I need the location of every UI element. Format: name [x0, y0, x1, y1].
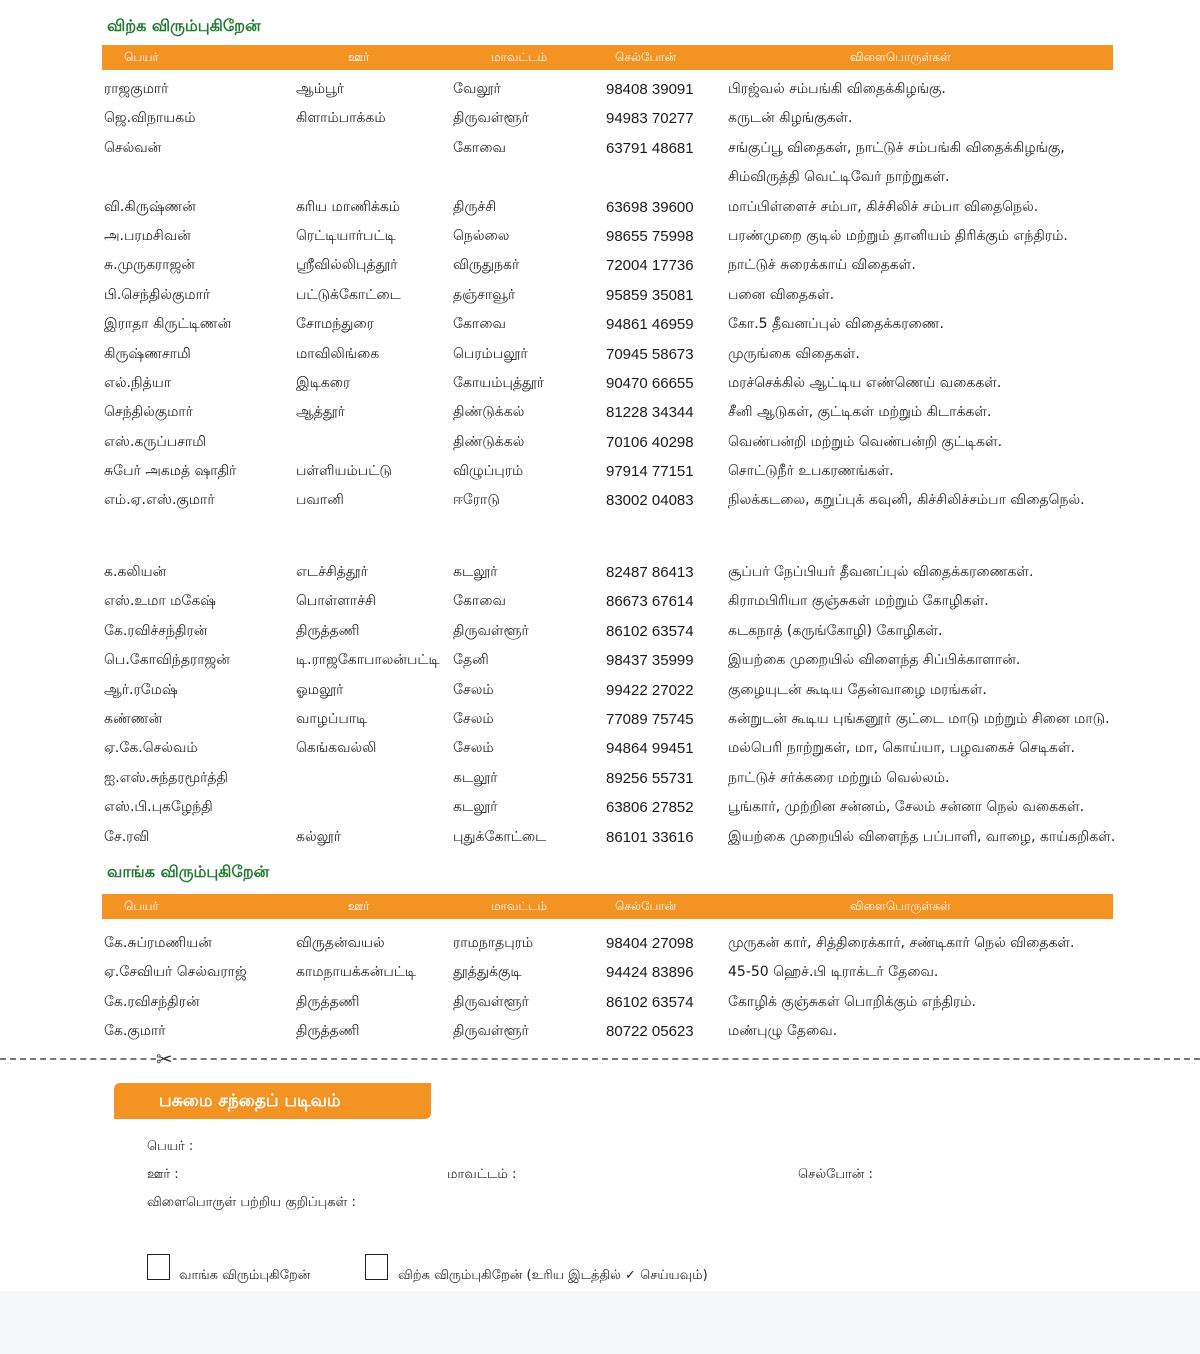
cell-town: பட்டுக்கோட்டை — [296, 286, 401, 303]
cell-phone: 94983 70277 — [606, 110, 694, 128]
table-row — [0, 134, 1200, 163]
cell-name: கே.ரவிச்சந்திரன் — [104, 622, 208, 639]
cell-products: இயற்கை முறையில் விளைந்த பப்பாளி, வாழை, காய்கறிகள். — [728, 828, 1116, 845]
cell-products: முருங்கை விதைகள். — [728, 345, 860, 362]
cell-name: ஆர்.ரமேஷ் — [104, 681, 178, 698]
sell-option-label: விற்க விரும்புகிறேன் (உரிய இடத்தில் ✓ செய்யவும்) — [398, 1268, 708, 1283]
cell-products: முருகன் கார், சித்திரைக்கார், சண்டிகார் நெல் விதைகள். — [728, 935, 1075, 951]
cell-name: ஜெ.விநாயகம் — [104, 110, 196, 127]
cell-name: கே.குமார் — [104, 1023, 166, 1040]
cell-district: திருவள்ளூர் — [453, 1023, 529, 1040]
buy-table-body — [0, 929, 1200, 1047]
cell-name: கண்ணன் — [104, 710, 163, 727]
cell-name: கிருஷ்ணசாமி — [104, 345, 191, 362]
table-row — [0, 617, 1200, 646]
cell-district: நெல்லை — [453, 227, 510, 244]
cell-products: கிராமபிரியா குஞ்சுகள் மற்றும் கோழிகள். — [728, 593, 989, 610]
cell-town: ரெட்டியார்பட்டி — [296, 227, 396, 244]
cell-products: மாப்பிள்ளைச் சம்பா, கிச்சிலிச் சம்பா விதைநெல். — [728, 198, 1039, 215]
cell-district: வேலூர் — [453, 81, 501, 97]
cell-town: கரிய மாணிக்கம் — [296, 198, 401, 215]
cell-name: எஸ்.கருப்பசாமி — [104, 433, 207, 450]
cell-products: 45-50 ஹெச்.பி டிராக்டர் தேவை. — [728, 964, 939, 981]
cell-phone: 94861 46959 — [606, 316, 694, 334]
header-district: மாவட்டம் — [491, 50, 548, 64]
cell-products: மல்பெரி நாற்றுகள், மா, கொய்யா, பழவகைச் செடிகள். — [728, 740, 1075, 757]
cell-products: சீனி ஆடுகள், குட்டிகள் மற்றும் கிடாக்கள். — [728, 404, 992, 421]
table-row — [0, 764, 1200, 793]
cell-district: புதுக்கோட்டை — [453, 828, 547, 845]
table-row — [0, 558, 1200, 587]
buy-table-header — [102, 894, 1113, 919]
cell-phone: 70945 58673 — [606, 345, 694, 363]
cell-products: பரண்முறை குடில் மற்றும் தானியம் திரிக்கும் எந்திரம். — [728, 227, 1068, 244]
table-row — [0, 163, 1200, 192]
table-row — [0, 587, 1200, 616]
cell-name: ராஜகுமார் — [104, 81, 169, 97]
table-row — [0, 823, 1200, 852]
cell-district: விழுப்புரம் — [453, 463, 524, 480]
cell-products: பனை விதைகள். — [728, 286, 835, 303]
table-row — [0, 340, 1200, 369]
cell-district: திருச்சி — [453, 198, 497, 215]
cell-town: திருத்தணி — [296, 1023, 360, 1040]
cell-phone: 63806 27852 — [606, 799, 694, 817]
form-district-label[interactable]: மாவட்டம் : — [447, 1167, 517, 1182]
cell-district: தேனி — [453, 652, 489, 669]
cell-name: பி.செந்தில்குமார் — [104, 286, 211, 303]
cell-district: திண்டுக்கல் — [453, 433, 525, 450]
cell-name: சே.ரவி — [104, 828, 150, 845]
cell-phone: 94864 99451 — [606, 740, 694, 758]
cell-name: செந்தில்குமார் — [104, 404, 193, 421]
cell-town: காமநாயக்கன்பட்டி — [296, 964, 417, 981]
cell-products: சங்குப்பூ விதைகள், நாட்டுச் சம்பங்கி விதைக்கிழங்கு, — [728, 139, 1065, 156]
header-town: ஊர் — [348, 50, 370, 64]
cell-town: சோமந்துரை — [296, 316, 374, 333]
cell-name: அ.பரமசிவன் — [104, 227, 191, 244]
cell-products: நிலக்கடலை, கறுப்புக் கவுனி, கிச்சிலிச்சம்பா விதைநெல். — [728, 492, 1085, 509]
cell-name: எஸ்.பி.புகழேந்தி — [104, 799, 213, 816]
cell-town: பவானி — [296, 492, 344, 509]
form-phone-label[interactable]: செல்போன் : — [798, 1167, 873, 1182]
cell-name: சுபேர் அகமத் ஷாதிர் — [104, 463, 237, 480]
cell-products: கருடன் கிழங்குகள். — [728, 110, 853, 127]
cell-district: சேலம் — [453, 710, 494, 727]
cell-products: பூங்கார், முற்றின சன்னம், சேலம் சன்னா நெல் வகைகள். — [728, 799, 1085, 816]
cell-phone: 98408 39091 — [606, 81, 694, 98]
cell-district: திருவள்ளூர் — [453, 993, 529, 1010]
cell-phone: 70106 40298 — [606, 433, 694, 451]
table-row — [0, 193, 1200, 222]
cell-district: சேலம் — [453, 681, 494, 698]
cell-phone: 83002 04083 — [606, 492, 694, 510]
cell-district: கோயம்புத்தூர் — [453, 374, 545, 391]
cell-products: சொட்டுநீர் உபகரணங்கள். — [728, 463, 894, 480]
cell-district: பெரம்பலூர் — [453, 345, 528, 362]
cell-town: ஸ்ரீவில்லிபுத்தூர் — [296, 257, 398, 274]
header-phone: செல்போன் — [615, 899, 677, 913]
cell-phone: 98404 27098 — [606, 935, 694, 952]
cell-district: தூத்துக்குடி — [453, 964, 522, 981]
cell-town: மாவிலிங்கை — [296, 345, 380, 362]
table-row — [0, 310, 1200, 339]
form-notes-label[interactable]: விளைபொருள் பற்றிய குறிப்புகள் : — [147, 1195, 356, 1210]
cell-phone: 89256 55731 — [606, 769, 694, 787]
cell-products: கோ.5 தீவனப்புல் விதைக்கரணை. — [728, 316, 944, 333]
cell-phone: 81228 34344 — [606, 404, 694, 422]
cell-district: கடலூர் — [453, 769, 498, 786]
cell-name: பெ.கோவிந்தராஜன் — [104, 652, 230, 669]
cell-district: திருவள்ளூர் — [453, 110, 529, 127]
cell-name: எம்.ஏ.எஸ்.குமார் — [104, 492, 215, 509]
cell-town: திருத்தணி — [296, 993, 360, 1010]
cell-products: சிம்விருத்தி வெட்டிவேர் நாற்றுகள். — [728, 169, 950, 186]
cell-name: க.கலியன் — [104, 564, 167, 580]
cell-products: வெண்பன்றி மற்றும் வெண்பன்றி குட்டிகள். — [728, 433, 1003, 450]
cell-phone: 94424 83896 — [606, 964, 694, 982]
cell-products: குழையுடன் கூடிய தேன்வாழை மரங்கள். — [728, 681, 987, 698]
cell-town: கல்லூர் — [296, 828, 342, 845]
cell-products: சூப்பர் நேப்பியர் தீவனப்புல் விதைக்கரணைகள். — [728, 564, 1034, 580]
cell-name: கே.ரவிசந்திரன் — [104, 993, 200, 1010]
cell-town: திருத்தணி — [296, 622, 360, 639]
header-district: மாவட்டம் — [491, 899, 548, 913]
cell-phone: 82487 86413 — [606, 564, 694, 581]
cell-products: மரச்செக்கில் ஆட்டிய எண்ணெய் வகைகள். — [728, 374, 1002, 391]
header-products: விளைபொருள்கள் — [850, 50, 951, 64]
cell-town: ஆம்பூர் — [296, 81, 345, 97]
table-row — [0, 428, 1200, 457]
cell-phone: 77089 75745 — [606, 710, 694, 728]
cell-products: பிரஜ்வல் சம்பங்கி விதைக்கிழங்கு. — [728, 81, 946, 97]
cell-phone: 99422 27022 — [606, 681, 694, 699]
cell-phone: 90470 66655 — [606, 374, 694, 392]
cell-phone: 63791 48681 — [606, 139, 694, 157]
table-row — [0, 958, 1200, 987]
sell-table-body — [0, 75, 1200, 516]
table-row — [0, 988, 1200, 1017]
cell-town: கிளாம்பாக்கம் — [296, 110, 386, 127]
header-name: பெயர் — [124, 899, 159, 913]
table-row — [0, 646, 1200, 675]
table-row — [0, 222, 1200, 251]
cell-district: கடலூர் — [453, 799, 498, 816]
cell-name: ஏ.சேவியர் செல்வராஜ் — [104, 964, 247, 981]
cell-town: வாழப்பாடி — [296, 710, 368, 727]
cell-district: விருதுநகர் — [453, 257, 520, 274]
cell-phone: 97914 77151 — [606, 463, 694, 481]
cell-phone: 80722 05623 — [606, 1023, 694, 1041]
cell-name: ஏ.கே.செல்வம் — [104, 740, 198, 757]
cell-district: சேலம் — [453, 740, 494, 757]
cell-district: ஈரோடு — [453, 492, 500, 509]
table-row — [0, 929, 1200, 958]
header-phone: செல்போன் — [615, 50, 677, 64]
cell-town: ஆத்தூர் — [296, 404, 345, 421]
cell-phone: 63698 39600 — [606, 198, 694, 216]
cell-phone: 98437 35999 — [606, 652, 694, 670]
cell-name: சு.முருகராஜன் — [104, 257, 195, 274]
cell-town: எடச்சித்தூர் — [296, 564, 368, 580]
table-row — [0, 705, 1200, 734]
cell-phone: 72004 17736 — [606, 257, 694, 275]
cell-phone: 86673 67614 — [606, 593, 694, 611]
table-row — [0, 457, 1200, 486]
cell-district: கோவை — [453, 316, 506, 333]
buy-section-title: வாங்க விரும்புகிறேன் — [107, 862, 270, 881]
cell-name: வி.கிருஷ்ணன் — [104, 198, 196, 215]
cell-products: கடகநாத் (கருங்கோழி) கோழிகள். — [728, 622, 943, 639]
cell-products: கன்றுடன் கூடிய புங்கனூர் குட்டை மாடு மற்றும் சினை மாடு. — [728, 710, 1110, 727]
cell-district: கோவை — [453, 593, 506, 610]
cell-name: எல்.நித்யா — [104, 374, 172, 391]
cell-town: பொள்ளாச்சி — [296, 593, 376, 610]
table-row — [0, 793, 1200, 822]
cell-phone: 98655 75998 — [606, 227, 694, 245]
cell-name: கே.சுப்ரமணியன் — [104, 935, 212, 951]
sell-checkbox[interactable] — [365, 1254, 388, 1280]
cell-district: ராமநாதபுரம் — [453, 935, 534, 951]
cell-town: கெங்கவல்லி — [296, 740, 377, 757]
cell-town: பள்ளியம்பட்டு — [296, 463, 392, 480]
cell-town: விருதன்வயல் — [296, 935, 385, 951]
cell-products: நாட்டுச் சுரைக்காய் விதைகள். — [728, 257, 916, 274]
cell-district: திருவள்ளூர் — [453, 622, 529, 639]
buy-option-label: வாங்க விரும்புகிறேன் — [179, 1268, 311, 1283]
form-name-label[interactable]: பெயர் : — [147, 1139, 194, 1154]
cell-town: டி.ராஜகோபாலன்பட்டி — [296, 652, 440, 669]
cell-name: இராதா கிருட்டிணன் — [104, 316, 232, 333]
sell-table-header — [102, 45, 1113, 70]
cell-name: எஸ்.உமா மகேஷ் — [104, 593, 216, 610]
header-products: விளைபொருள்கள் — [850, 899, 951, 913]
cell-town: ஓமலூர் — [296, 681, 344, 698]
cell-name: ஐ.எஸ்.சுந்தரமூர்த்தி — [104, 769, 228, 786]
table-row — [0, 369, 1200, 398]
cell-phone: 86102 63574 — [606, 993, 694, 1011]
form-town-label[interactable]: ஊர் : — [147, 1167, 179, 1182]
buy-checkbox[interactable] — [147, 1254, 170, 1280]
cell-products: இயற்கை முறையில் விளைந்த சிப்பிக்காளான். — [728, 652, 1021, 669]
cell-products: கோழிக் குஞ்சுகள் பொறிக்கும் எந்திரம். — [728, 993, 976, 1010]
cell-phone: 86101 33616 — [606, 828, 694, 846]
sell-table-body-2 — [0, 558, 1200, 852]
cell-products: நாட்டுச் சர்க்கரை மற்றும் வெல்லம். — [728, 769, 950, 786]
table-row — [0, 104, 1200, 133]
table-row — [0, 1017, 1200, 1046]
cell-town: இடிகரை — [296, 374, 351, 391]
footer-band — [0, 1291, 1200, 1354]
cell-phone: 95859 35081 — [606, 286, 694, 304]
cell-name: செல்வன் — [104, 139, 162, 156]
cell-district: தஞ்சாவூர் — [453, 286, 516, 303]
cell-district: கோவை — [453, 139, 506, 156]
table-row — [0, 251, 1200, 280]
cut-line — [0, 1058, 1200, 1060]
cell-district: கடலூர் — [453, 564, 498, 580]
cell-phone: 86102 63574 — [606, 622, 694, 640]
scissors-icon: ✂ — [156, 1047, 173, 1071]
form-title: பசுமை சந்தைப் படிவம் — [114, 1083, 431, 1119]
cell-products: மண்புழு தேவை. — [728, 1023, 838, 1040]
header-town: ஊர் — [348, 899, 370, 913]
table-row — [0, 676, 1200, 705]
cell-district: திண்டுக்கல் — [453, 404, 525, 421]
table-row — [0, 486, 1200, 515]
table-row — [0, 398, 1200, 427]
table-row — [0, 281, 1200, 310]
sell-section-title: விற்க விரும்புகிறேன் — [107, 16, 261, 35]
table-row — [0, 734, 1200, 763]
table-row — [0, 75, 1200, 104]
header-name: பெயர் — [124, 50, 159, 64]
